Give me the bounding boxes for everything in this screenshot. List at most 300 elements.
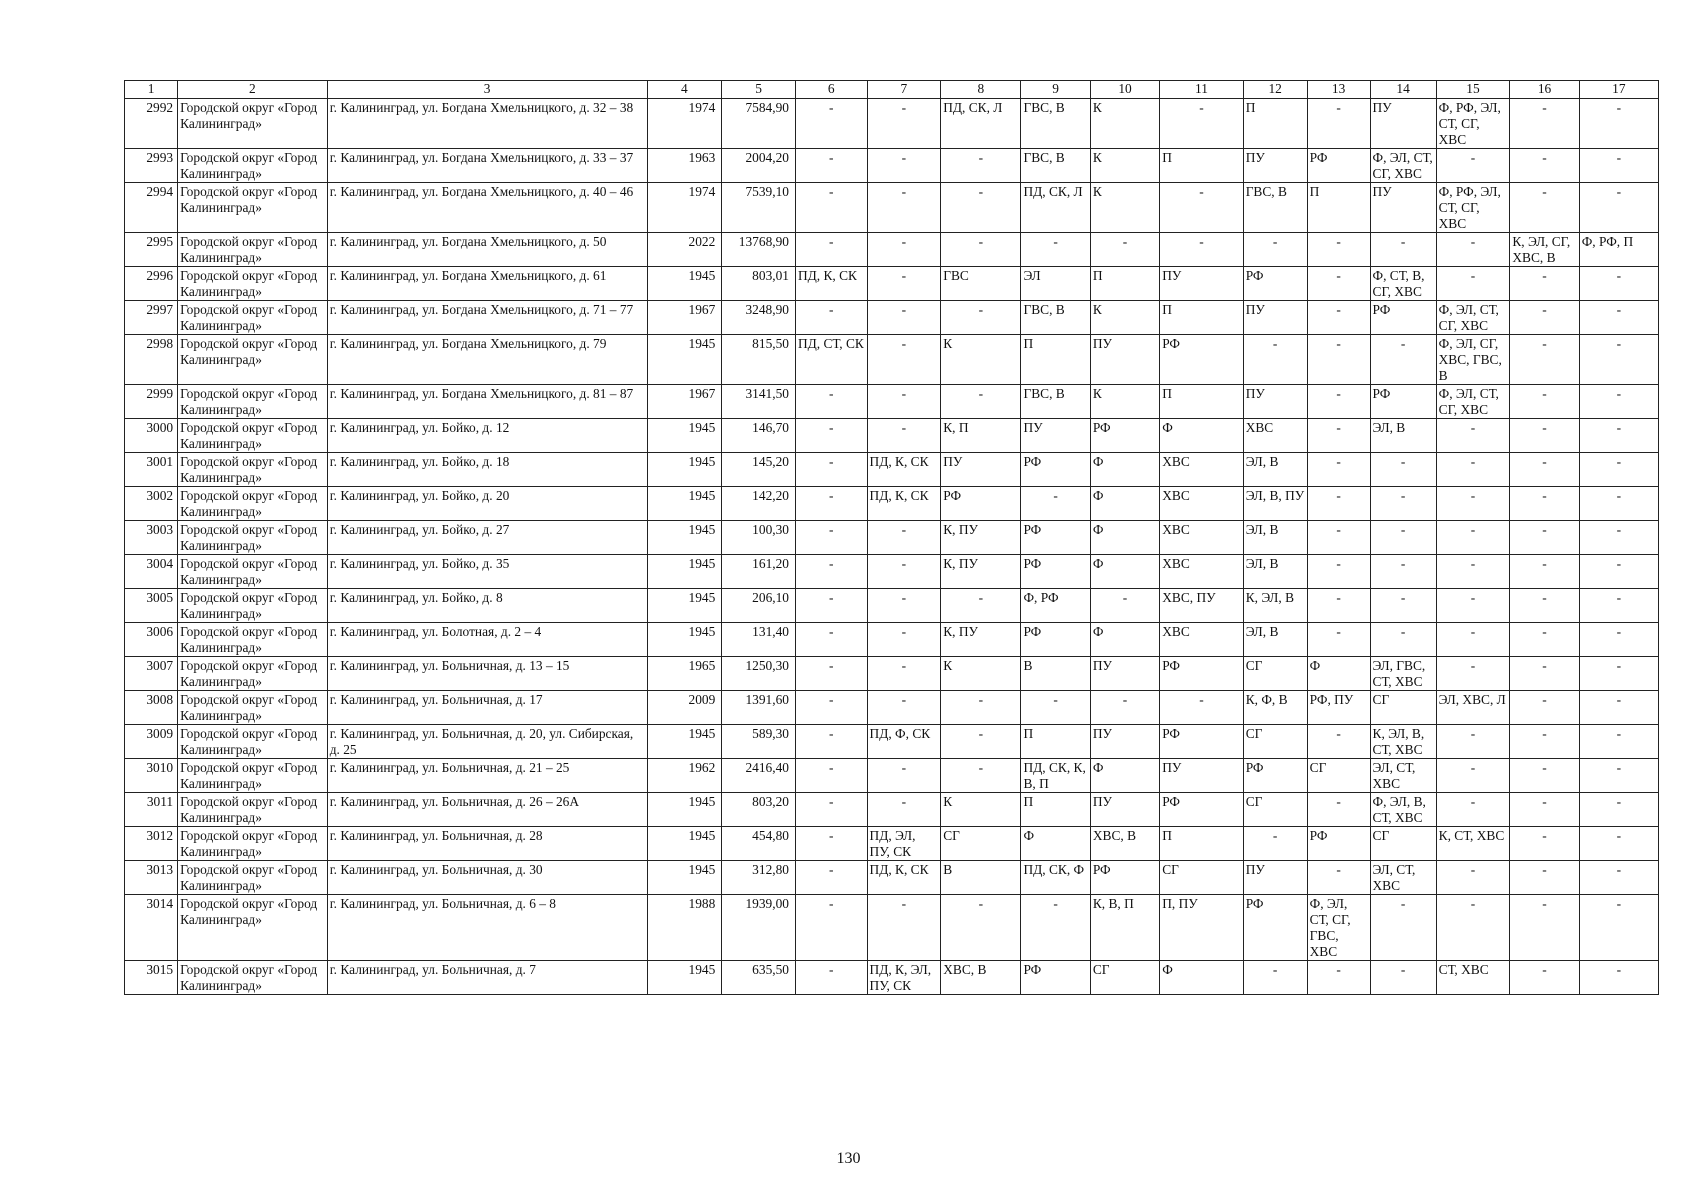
- col8-cell: К, П: [941, 419, 1021, 453]
- year-cell: 1945: [647, 335, 722, 385]
- col9-cell: -: [1021, 487, 1090, 521]
- col12-cell: ЭЛ, В: [1243, 521, 1307, 555]
- col8-cell: ПУ: [941, 453, 1021, 487]
- col13-cell: -: [1307, 301, 1370, 335]
- col6-cell: -: [796, 301, 868, 335]
- col11-cell: ХВС, ПУ: [1160, 589, 1243, 623]
- col12-cell: -: [1243, 335, 1307, 385]
- col12-cell: К, Ф, В: [1243, 691, 1307, 725]
- col14-cell: -: [1370, 233, 1436, 267]
- address-cell: г. Калининград, ул. Больничная, д. 26 – 26А: [327, 793, 647, 827]
- year-cell: 1945: [647, 623, 722, 657]
- col14-cell: К, ЭЛ, В, СТ, ХВС: [1370, 725, 1436, 759]
- year-cell: 1945: [647, 827, 722, 861]
- year-cell: 1945: [647, 453, 722, 487]
- area-cell: 1391,60: [722, 691, 796, 725]
- address-cell: г. Калининград, ул. Бойко, д. 12: [327, 419, 647, 453]
- col15-cell: -: [1436, 759, 1510, 793]
- col17-cell: -: [1579, 961, 1658, 995]
- col7-cell: -: [867, 385, 941, 419]
- municipality-cell: Городской округ «Город Калининград»: [178, 725, 328, 759]
- col13-cell: Ф: [1307, 657, 1370, 691]
- area-cell: 803,01: [722, 267, 796, 301]
- col15-cell: -: [1436, 861, 1510, 895]
- col8-cell: -: [941, 183, 1021, 233]
- address-cell: г. Калининград, ул. Бойко, д. 20: [327, 487, 647, 521]
- col14-cell: ЭЛ, СТ, ХВС: [1370, 759, 1436, 793]
- col11-cell: РФ: [1160, 657, 1243, 691]
- year-cell: 1974: [647, 183, 722, 233]
- year-cell: 1967: [647, 385, 722, 419]
- col7-cell: ПД, К, СК: [867, 861, 941, 895]
- column-number-header: 3: [327, 81, 647, 99]
- col7-cell: -: [867, 419, 941, 453]
- year-cell: 1945: [647, 961, 722, 995]
- col9-cell: ПД, СК, Л: [1021, 183, 1090, 233]
- record-number: 3015: [125, 961, 178, 995]
- record-number: 2997: [125, 301, 178, 335]
- col15-cell: -: [1436, 267, 1510, 301]
- table-header-row: [125, 81, 1659, 99]
- col9-cell: П: [1021, 793, 1090, 827]
- address-cell: г. Калининград, ул. Бойко, д. 35: [327, 555, 647, 589]
- col7-cell: -: [867, 267, 941, 301]
- year-cell: 2022: [647, 233, 722, 267]
- address-cell: г. Калининград, ул. Богдана Хмельницкого, д. 71 – 77: [327, 301, 647, 335]
- address-cell: г. Калининград, ул. Бойко, д. 27: [327, 521, 647, 555]
- col7-cell: -: [867, 623, 941, 657]
- table-row: [125, 827, 1659, 861]
- col9-cell: РФ: [1021, 453, 1090, 487]
- col15-cell: -: [1436, 149, 1510, 183]
- col11-cell: ХВС: [1160, 453, 1243, 487]
- year-cell: 1974: [647, 99, 722, 149]
- col15-cell: -: [1436, 419, 1510, 453]
- area-cell: 2416,40: [722, 759, 796, 793]
- col10-cell: ПУ: [1090, 793, 1159, 827]
- col16-cell: -: [1510, 301, 1579, 335]
- col9-cell: РФ: [1021, 521, 1090, 555]
- area-cell: 1250,30: [722, 657, 796, 691]
- col9-cell: ПД, СК, К, В, П: [1021, 759, 1090, 793]
- area-cell: 13768,90: [722, 233, 796, 267]
- col8-cell: -: [941, 759, 1021, 793]
- col15-cell: -: [1436, 233, 1510, 267]
- col8-cell: -: [941, 725, 1021, 759]
- address-cell: г. Калининград, ул. Больничная, д. 28: [327, 827, 647, 861]
- address-cell: г. Калининград, ул. Больничная, д. 21 – 25: [327, 759, 647, 793]
- col8-cell: -: [941, 589, 1021, 623]
- record-number: 3006: [125, 623, 178, 657]
- col17-cell: -: [1579, 183, 1658, 233]
- col16-cell: -: [1510, 555, 1579, 589]
- year-cell: 1965: [647, 657, 722, 691]
- table-row: [125, 555, 1659, 589]
- col9-cell: -: [1021, 691, 1090, 725]
- col17-cell: -: [1579, 623, 1658, 657]
- col6-cell: -: [796, 233, 868, 267]
- year-cell: 1945: [647, 267, 722, 301]
- column-number-header: 4: [647, 81, 722, 99]
- col10-cell: -: [1090, 233, 1159, 267]
- col14-cell: ПУ: [1370, 99, 1436, 149]
- record-number: 3003: [125, 521, 178, 555]
- col6-cell: -: [796, 99, 868, 149]
- col11-cell: -: [1160, 233, 1243, 267]
- record-number: 2998: [125, 335, 178, 385]
- col12-cell: ЭЛ, В: [1243, 453, 1307, 487]
- col8-cell: ХВС, В: [941, 961, 1021, 995]
- col17-cell: -: [1579, 827, 1658, 861]
- col15-cell: К, СТ, ХВС: [1436, 827, 1510, 861]
- column-number-header: 15: [1436, 81, 1510, 99]
- col7-cell: ПД, К, ЭЛ, ПУ, СК: [867, 961, 941, 995]
- col14-cell: Ф, СТ, В, СГ, ХВС: [1370, 267, 1436, 301]
- table-row: [125, 453, 1659, 487]
- col10-cell: К: [1090, 99, 1159, 149]
- area-cell: 100,30: [722, 521, 796, 555]
- col6-cell: -: [796, 759, 868, 793]
- col8-cell: -: [941, 149, 1021, 183]
- col14-cell: РФ: [1370, 301, 1436, 335]
- col14-cell: -: [1370, 521, 1436, 555]
- col14-cell: Ф, ЭЛ, В, СТ, ХВС: [1370, 793, 1436, 827]
- col9-cell: ПД, СК, Ф: [1021, 861, 1090, 895]
- area-cell: 206,10: [722, 589, 796, 623]
- col10-cell: К: [1090, 301, 1159, 335]
- municipality-cell: Городской округ «Город Калининград»: [178, 623, 328, 657]
- col6-cell: -: [796, 961, 868, 995]
- col9-cell: ЭЛ: [1021, 267, 1090, 301]
- col17-cell: -: [1579, 759, 1658, 793]
- col14-cell: -: [1370, 453, 1436, 487]
- municipality-cell: Городской округ «Город Калининград»: [178, 335, 328, 385]
- municipality-cell: Городской округ «Город Калининград»: [178, 691, 328, 725]
- col6-cell: ПД, СТ, СК: [796, 335, 868, 385]
- col9-cell: В: [1021, 657, 1090, 691]
- col16-cell: -: [1510, 759, 1579, 793]
- area-cell: 589,30: [722, 725, 796, 759]
- col10-cell: Ф: [1090, 623, 1159, 657]
- col15-cell: -: [1436, 521, 1510, 555]
- col17-cell: Ф, РФ, П: [1579, 233, 1658, 267]
- column-number-header: 13: [1307, 81, 1370, 99]
- col8-cell: СГ: [941, 827, 1021, 861]
- municipality-cell: Городской округ «Город Калининград»: [178, 453, 328, 487]
- col15-cell: ЭЛ, ХВС, Л: [1436, 691, 1510, 725]
- col13-cell: РФ: [1307, 827, 1370, 861]
- record-number: 3010: [125, 759, 178, 793]
- col15-cell: Ф, РФ, ЭЛ, СТ, СГ, ХВС: [1436, 183, 1510, 233]
- year-cell: 1967: [647, 301, 722, 335]
- area-cell: 803,20: [722, 793, 796, 827]
- table-row: [125, 419, 1659, 453]
- col16-cell: -: [1510, 419, 1579, 453]
- col6-cell: -: [796, 453, 868, 487]
- col11-cell: П: [1160, 149, 1243, 183]
- record-number: 2999: [125, 385, 178, 419]
- table-row: [125, 99, 1659, 149]
- column-number-header: 17: [1579, 81, 1658, 99]
- municipality-cell: Городской округ «Город Калининград»: [178, 99, 328, 149]
- col9-cell: ГВС, В: [1021, 385, 1090, 419]
- col16-cell: -: [1510, 521, 1579, 555]
- col12-cell: ПУ: [1243, 149, 1307, 183]
- col13-cell: -: [1307, 385, 1370, 419]
- address-cell: г. Калининград, ул. Больничная, д. 20, ул. Сибирская, д. 25: [327, 725, 647, 759]
- municipality-cell: Городской округ «Город Калининград»: [178, 183, 328, 233]
- col15-cell: -: [1436, 657, 1510, 691]
- col15-cell: Ф, ЭЛ, СГ, ХВС, ГВС, В: [1436, 335, 1510, 385]
- col16-cell: -: [1510, 453, 1579, 487]
- col16-cell: -: [1510, 657, 1579, 691]
- col10-cell: К: [1090, 385, 1159, 419]
- column-number-header: 8: [941, 81, 1021, 99]
- col7-cell: ПД, Ф, СК: [867, 725, 941, 759]
- col16-cell: -: [1510, 895, 1579, 961]
- col15-cell: -: [1436, 623, 1510, 657]
- col17-cell: -: [1579, 301, 1658, 335]
- col13-cell: -: [1307, 267, 1370, 301]
- col6-cell: -: [796, 589, 868, 623]
- col11-cell: П: [1160, 827, 1243, 861]
- record-number: 2995: [125, 233, 178, 267]
- col16-cell: -: [1510, 691, 1579, 725]
- column-number-header: 12: [1243, 81, 1307, 99]
- municipality-cell: Городской округ «Город Калининград»: [178, 657, 328, 691]
- col13-cell: -: [1307, 725, 1370, 759]
- col12-cell: К, ЭЛ, В: [1243, 589, 1307, 623]
- col6-cell: -: [796, 149, 868, 183]
- record-number: 3013: [125, 861, 178, 895]
- col12-cell: ЭЛ, В: [1243, 555, 1307, 589]
- col9-cell: ГВС, В: [1021, 301, 1090, 335]
- municipality-cell: Городской округ «Город Калининград»: [178, 589, 328, 623]
- col13-cell: Ф, ЭЛ, СТ, СГ, ГВС, ХВС: [1307, 895, 1370, 961]
- address-cell: г. Калининград, ул. Богдана Хмельницкого, д. 61: [327, 267, 647, 301]
- table-row: [125, 183, 1659, 233]
- col7-cell: -: [867, 589, 941, 623]
- col15-cell: -: [1436, 725, 1510, 759]
- col6-cell: -: [796, 691, 868, 725]
- year-cell: 2009: [647, 691, 722, 725]
- col11-cell: -: [1160, 99, 1243, 149]
- col12-cell: ЭЛ, В, ПУ: [1243, 487, 1307, 521]
- col8-cell: -: [941, 691, 1021, 725]
- year-cell: 1945: [647, 793, 722, 827]
- year-cell: 1945: [647, 725, 722, 759]
- municipality-cell: Городской округ «Город Калининград»: [178, 301, 328, 335]
- municipality-cell: Городской округ «Город Калининград»: [178, 487, 328, 521]
- col10-cell: К: [1090, 149, 1159, 183]
- col6-cell: -: [796, 385, 868, 419]
- municipality-cell: Городской округ «Город Калининград»: [178, 521, 328, 555]
- col16-cell: -: [1510, 487, 1579, 521]
- col12-cell: СГ: [1243, 793, 1307, 827]
- municipality-cell: Городской округ «Город Калининград»: [178, 385, 328, 419]
- table-row: [125, 267, 1659, 301]
- table-row: [125, 623, 1659, 657]
- year-cell: 1945: [647, 555, 722, 589]
- col13-cell: -: [1307, 861, 1370, 895]
- col7-cell: ПД, ЭЛ, ПУ, СК: [867, 827, 941, 861]
- col12-cell: -: [1243, 233, 1307, 267]
- col15-cell: -: [1436, 589, 1510, 623]
- record-number: 3012: [125, 827, 178, 861]
- col7-cell: -: [867, 99, 941, 149]
- year-cell: 1962: [647, 759, 722, 793]
- col12-cell: -: [1243, 827, 1307, 861]
- column-number-header: 9: [1021, 81, 1090, 99]
- col16-cell: -: [1510, 861, 1579, 895]
- municipality-cell: Городской округ «Город Калининград»: [178, 827, 328, 861]
- area-cell: 7539,10: [722, 183, 796, 233]
- col10-cell: ХВС, В: [1090, 827, 1159, 861]
- address-cell: г. Калининград, ул. Богдана Хмельницкого, д. 79: [327, 335, 647, 385]
- col13-cell: СГ: [1307, 759, 1370, 793]
- col8-cell: К, ПУ: [941, 521, 1021, 555]
- col6-cell: -: [796, 793, 868, 827]
- area-cell: 3248,90: [722, 301, 796, 335]
- col14-cell: СГ: [1370, 827, 1436, 861]
- col17-cell: -: [1579, 895, 1658, 961]
- area-cell: 635,50: [722, 961, 796, 995]
- col17-cell: -: [1579, 385, 1658, 419]
- col17-cell: -: [1579, 555, 1658, 589]
- record-number: 2993: [125, 149, 178, 183]
- col14-cell: -: [1370, 487, 1436, 521]
- year-cell: 1945: [647, 487, 722, 521]
- area-cell: 146,70: [722, 419, 796, 453]
- col16-cell: -: [1510, 589, 1579, 623]
- col13-cell: РФ, ПУ: [1307, 691, 1370, 725]
- record-number: 3002: [125, 487, 178, 521]
- address-cell: г. Калининград, ул. Больничная, д. 13 – 15: [327, 657, 647, 691]
- col6-cell: -: [796, 725, 868, 759]
- address-cell: г. Калининград, ул. Бойко, д. 8: [327, 589, 647, 623]
- col9-cell: ГВС, В: [1021, 99, 1090, 149]
- col6-cell: ПД, К, СК: [796, 267, 868, 301]
- table-row: [125, 301, 1659, 335]
- col10-cell: Ф: [1090, 759, 1159, 793]
- address-cell: г. Калининград, ул. Богдана Хмельницкого, д. 33 – 37: [327, 149, 647, 183]
- col13-cell: -: [1307, 555, 1370, 589]
- address-cell: г. Калининград, ул. Болотная, д. 2 – 4: [327, 623, 647, 657]
- col10-cell: Ф: [1090, 453, 1159, 487]
- year-cell: 1963: [647, 149, 722, 183]
- col17-cell: -: [1579, 453, 1658, 487]
- col14-cell: ЭЛ, В: [1370, 419, 1436, 453]
- col15-cell: СТ, ХВС: [1436, 961, 1510, 995]
- col11-cell: П: [1160, 301, 1243, 335]
- col13-cell: -: [1307, 589, 1370, 623]
- year-cell: 1988: [647, 895, 722, 961]
- col11-cell: -: [1160, 691, 1243, 725]
- col7-cell: -: [867, 895, 941, 961]
- col11-cell: Ф: [1160, 419, 1243, 453]
- column-number-header: 5: [722, 81, 796, 99]
- year-cell: 1945: [647, 589, 722, 623]
- record-number: 3000: [125, 419, 178, 453]
- address-cell: г. Калининград, ул. Бойко, д. 18: [327, 453, 647, 487]
- table-row: [125, 521, 1659, 555]
- col8-cell: К, ПУ: [941, 623, 1021, 657]
- col9-cell: ПУ: [1021, 419, 1090, 453]
- record-number: 3009: [125, 725, 178, 759]
- col6-cell: -: [796, 419, 868, 453]
- page-number: 130: [836, 1150, 861, 1167]
- column-number-header: 1: [125, 81, 178, 99]
- col10-cell: ПУ: [1090, 335, 1159, 385]
- col14-cell: -: [1370, 623, 1436, 657]
- area-cell: 2004,20: [722, 149, 796, 183]
- address-cell: г. Калининград, ул. Больничная, д. 30: [327, 861, 647, 895]
- column-number-header: 2: [178, 81, 328, 99]
- col13-cell: -: [1307, 233, 1370, 267]
- col15-cell: -: [1436, 895, 1510, 961]
- record-number: 3014: [125, 895, 178, 961]
- table-row: [125, 487, 1659, 521]
- col7-cell: -: [867, 555, 941, 589]
- col7-cell: -: [867, 759, 941, 793]
- col9-cell: РФ: [1021, 555, 1090, 589]
- col14-cell: ЭЛ, ГВС, СТ, ХВС: [1370, 657, 1436, 691]
- col12-cell: -: [1243, 961, 1307, 995]
- col12-cell: ПУ: [1243, 385, 1307, 419]
- address-cell: г. Калининград, ул. Богдана Хмельницкого, д. 32 – 38: [327, 99, 647, 149]
- municipality-cell: Городской округ «Город Калининград»: [178, 961, 328, 995]
- col6-cell: -: [796, 623, 868, 657]
- municipality-cell: Городской округ «Город Калининград»: [178, 149, 328, 183]
- col17-cell: -: [1579, 99, 1658, 149]
- col8-cell: -: [941, 233, 1021, 267]
- address-cell: г. Калининград, ул. Богдана Хмельницкого, д. 50: [327, 233, 647, 267]
- col12-cell: П: [1243, 99, 1307, 149]
- col11-cell: ХВС: [1160, 623, 1243, 657]
- col15-cell: Ф, ЭЛ, СТ, СГ, ХВС: [1436, 301, 1510, 335]
- col14-cell: СГ: [1370, 691, 1436, 725]
- col7-cell: -: [867, 301, 941, 335]
- col16-cell: -: [1510, 385, 1579, 419]
- col11-cell: СГ: [1160, 861, 1243, 895]
- col10-cell: РФ: [1090, 419, 1159, 453]
- col10-cell: РФ: [1090, 861, 1159, 895]
- col7-cell: -: [867, 149, 941, 183]
- year-cell: 1945: [647, 419, 722, 453]
- col9-cell: РФ: [1021, 961, 1090, 995]
- col11-cell: РФ: [1160, 725, 1243, 759]
- col6-cell: -: [796, 861, 868, 895]
- col14-cell: -: [1370, 961, 1436, 995]
- table-row: [125, 725, 1659, 759]
- col11-cell: РФ: [1160, 793, 1243, 827]
- column-number-header: 11: [1160, 81, 1243, 99]
- col17-cell: -: [1579, 419, 1658, 453]
- col15-cell: Ф, РФ, ЭЛ, СТ, СГ, ХВС: [1436, 99, 1510, 149]
- col11-cell: ПУ: [1160, 267, 1243, 301]
- area-cell: 131,40: [722, 623, 796, 657]
- col12-cell: ПУ: [1243, 861, 1307, 895]
- col9-cell: РФ: [1021, 623, 1090, 657]
- col14-cell: РФ: [1370, 385, 1436, 419]
- column-number-header: 7: [867, 81, 941, 99]
- table-row: [125, 335, 1659, 385]
- address-cell: г. Калининград, ул. Больничная, д. 7: [327, 961, 647, 995]
- column-number-header: 6: [796, 81, 868, 99]
- col6-cell: -: [796, 555, 868, 589]
- col8-cell: К: [941, 657, 1021, 691]
- col15-cell: -: [1436, 453, 1510, 487]
